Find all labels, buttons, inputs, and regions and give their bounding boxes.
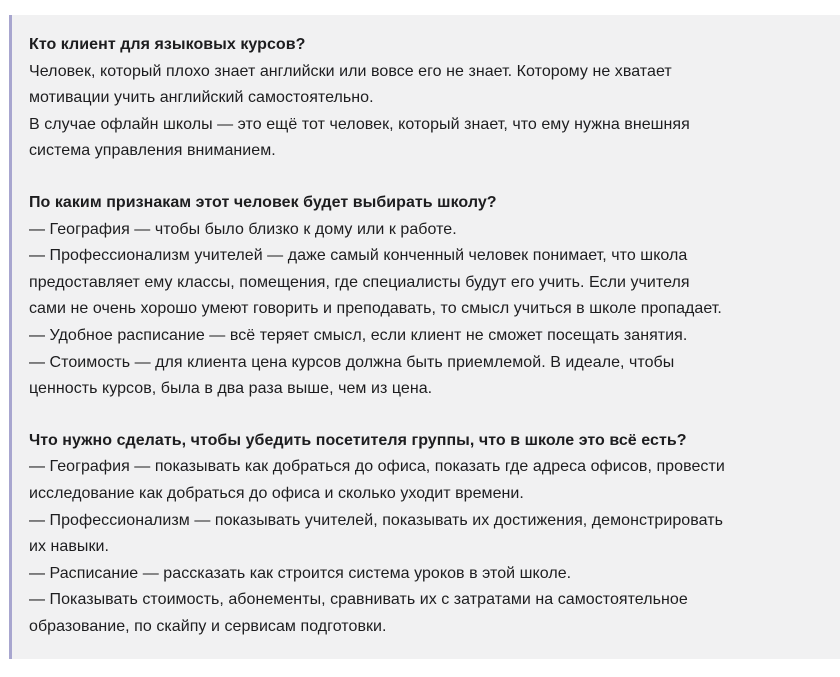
section-client <box>29 32 840 165</box>
section-heading: Кто клиент для языковых курсов? <box>29 36 306 53</box>
list-item-continuation: исследование как добраться до офиса и сколько уходит времени. <box>29 484 524 502</box>
list-item: — Стоимость — для клиента цена курсов должна быть приемлемой. В идеале, чтобы <box>29 353 675 371</box>
list-item: — География — чтобы было близко к дому или к работе. <box>29 220 457 238</box>
quote-block <box>9 15 840 659</box>
section-heading: По каким признакам этот человек будет выбирать школу? <box>29 193 497 211</box>
list-item-continuation: предоставляет ему классы, помещения, где специалисты будут его учить. Если учителя <box>29 273 690 291</box>
list-item: — Профессионализм — показывать учителей, показывать их достижения, демонстрировать <box>29 511 723 529</box>
section-heading: Что нужно сделать, чтобы убедить посетителя группы, что в школе это всё есть? <box>29 431 687 449</box>
paragraph-line: Человек, который плохо знает английски или вовсе его не знает. Которому не хватает <box>29 62 672 80</box>
list-item: — Профессионализм учителей — даже самый конченный человек понимает, что школа <box>29 247 688 265</box>
list-item: — Показывать стоимость, абонементы, сравнивать их с затратами на самостоятельное <box>29 591 688 609</box>
section-actions <box>29 428 840 641</box>
paragraph-line: В случае офлайн школы — это ещё тот человек, который знает, что ему нужна внешняя <box>29 115 690 133</box>
list-item-continuation: образование, по скайпу и сервисам подготовки. <box>29 617 387 635</box>
list-item: — География — показывать как добраться до офиса, показать где адреса офисов, провести <box>29 458 725 476</box>
paragraph-line: система управления вниманием. <box>29 142 276 160</box>
list-item-continuation: их навыки. <box>29 538 109 556</box>
section-selection-criteria <box>29 190 840 403</box>
paragraph-line: мотивации учить английский самостоятельно. <box>29 89 374 107</box>
list-item: — Расписание — рассказать как строится система уроков в этой школе. <box>29 564 572 582</box>
list-item: — Удобное расписание — всё теряет смысл, если клиент не сможет посещать занятия. <box>29 326 688 344</box>
list-item-continuation: сами не очень хорошо умеют говорить и преподавать, то смысл учиться в школе пропадает. <box>29 300 722 318</box>
list-item-continuation: ценность курсов, была в два раза выше, чем из цена. <box>29 380 433 398</box>
